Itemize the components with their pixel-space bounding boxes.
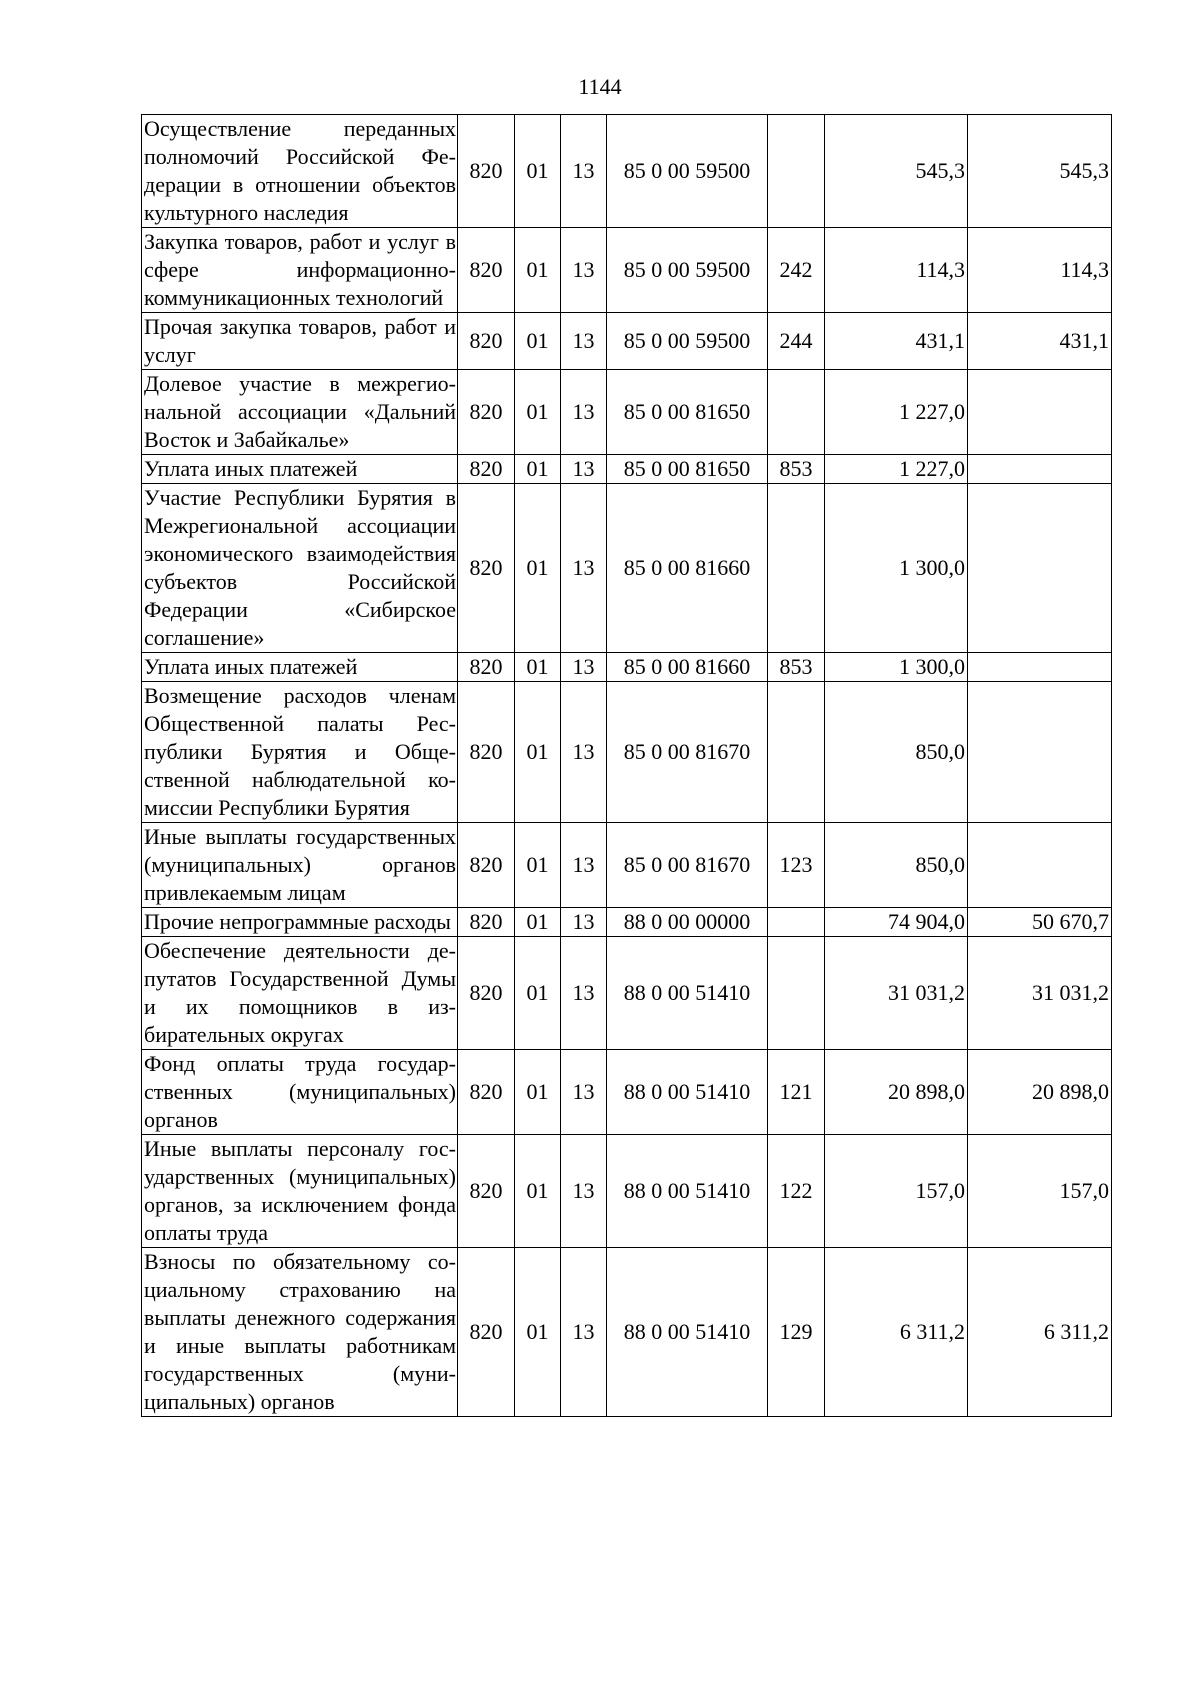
row-amount-1: 850,0 xyxy=(825,823,968,908)
row-grbs-code: 820 xyxy=(458,1050,515,1135)
row-amount-1: 74 904,0 xyxy=(825,908,968,937)
row-target-article-code: 85 0 00 81670 xyxy=(607,823,768,908)
row-expense-type-code: 853 xyxy=(768,455,825,484)
row-grbs-code: 820 xyxy=(458,908,515,937)
row-amount-2 xyxy=(968,823,1112,908)
row-amount-1: 1 300,0 xyxy=(825,484,968,653)
row-section-code: 01 xyxy=(515,682,561,823)
row-section-code: 01 xyxy=(515,455,561,484)
row-description: Иные выплаты государственных (муниципальных) органов привлекаемым лицам xyxy=(142,823,458,908)
row-amount-1: 545,3 xyxy=(825,115,968,228)
row-amount-2 xyxy=(968,484,1112,653)
row-amount-2: 157,0 xyxy=(968,1135,1112,1248)
row-subsection-code: 13 xyxy=(561,1050,607,1135)
row-subsection-code: 13 xyxy=(561,653,607,682)
row-amount-1: 20 898,0 xyxy=(825,1050,968,1135)
table-row xyxy=(142,653,1112,682)
row-expense-type-code xyxy=(768,908,825,937)
row-target-article-code: 85 0 00 81650 xyxy=(607,455,768,484)
row-section-code: 01 xyxy=(515,908,561,937)
row-grbs-code: 820 xyxy=(458,682,515,823)
row-grbs-code: 820 xyxy=(458,653,515,682)
row-section-code: 01 xyxy=(515,823,561,908)
row-description: Уплата иных платежей xyxy=(142,455,458,484)
table-row xyxy=(142,228,1112,313)
row-amount-1: 1 227,0 xyxy=(825,455,968,484)
row-subsection-code: 13 xyxy=(561,484,607,653)
row-expense-type-code: 853 xyxy=(768,653,825,682)
row-section-code: 01 xyxy=(515,370,561,455)
row-description: Закупка товаров, работ и услуг в сфере информационно-коммуникационных технологий xyxy=(142,228,458,313)
table-row xyxy=(142,682,1112,823)
row-section-code: 01 xyxy=(515,653,561,682)
row-description: Осуществление переданных полномочий Российской Федерации в отношении объектов культурного наследия xyxy=(142,115,458,228)
row-subsection-code: 13 xyxy=(561,370,607,455)
row-target-article-code: 88 0 00 00000 xyxy=(607,908,768,937)
row-section-code: 01 xyxy=(515,115,561,228)
row-amount-1: 157,0 xyxy=(825,1135,968,1248)
table-row xyxy=(142,370,1112,455)
row-amount-2: 50 670,7 xyxy=(968,908,1112,937)
row-expense-type-code xyxy=(768,484,825,653)
row-amount-2 xyxy=(968,653,1112,682)
row-expense-type-code: 123 xyxy=(768,823,825,908)
table-body xyxy=(142,115,1112,1417)
table-row xyxy=(142,115,1112,228)
row-grbs-code: 820 xyxy=(458,115,515,228)
row-subsection-code: 13 xyxy=(561,908,607,937)
row-target-article-code: 85 0 00 81660 xyxy=(607,484,768,653)
row-target-article-code: 85 0 00 81660 xyxy=(607,653,768,682)
row-amount-1: 31 031,2 xyxy=(825,937,968,1050)
row-subsection-code: 13 xyxy=(561,1248,607,1417)
table-row xyxy=(142,937,1112,1050)
table-row xyxy=(142,1050,1112,1135)
row-expense-type-code: 129 xyxy=(768,1248,825,1417)
row-amount-2: 20 898,0 xyxy=(968,1050,1112,1135)
row-subsection-code: 13 xyxy=(561,682,607,823)
row-grbs-code: 820 xyxy=(458,937,515,1050)
row-subsection-code: 13 xyxy=(561,228,607,313)
row-expense-type-code xyxy=(768,937,825,1050)
row-grbs-code: 820 xyxy=(458,313,515,370)
row-grbs-code: 820 xyxy=(458,228,515,313)
row-expense-type-code xyxy=(768,115,825,228)
row-subsection-code: 13 xyxy=(561,115,607,228)
row-section-code: 01 xyxy=(515,1050,561,1135)
row-amount-2 xyxy=(968,370,1112,455)
row-amount-1: 431,1 xyxy=(825,313,968,370)
table-row xyxy=(142,313,1112,370)
row-description: Участие Республики Бурятия в Межрегиональной ассоциации экономического взаимодействия субъектов Российской Федерации «Сибирское соглашение» xyxy=(142,484,458,653)
row-section-code: 01 xyxy=(515,1135,561,1248)
table-row xyxy=(142,484,1112,653)
row-target-article-code: 85 0 00 59500 xyxy=(607,313,768,370)
row-description: Прочая закупка товаров, работ и услуг xyxy=(142,313,458,370)
table-row xyxy=(142,1135,1112,1248)
row-amount-2: 545,3 xyxy=(968,115,1112,228)
row-amount-2: 6 311,2 xyxy=(968,1248,1112,1417)
row-amount-2 xyxy=(968,455,1112,484)
row-amount-1: 1 227,0 xyxy=(825,370,968,455)
row-description: Обеспечение деятельности депутатов Государственной Думы и их помощников в избирательных округах xyxy=(142,937,458,1050)
row-amount-1: 1 300,0 xyxy=(825,653,968,682)
row-section-code: 01 xyxy=(515,484,561,653)
row-expense-type-code xyxy=(768,370,825,455)
row-expense-type-code: 242 xyxy=(768,228,825,313)
row-subsection-code: 13 xyxy=(561,823,607,908)
row-amount-2 xyxy=(968,682,1112,823)
row-subsection-code: 13 xyxy=(561,1135,607,1248)
row-target-article-code: 88 0 00 51410 xyxy=(607,1248,768,1417)
page-number: 1144 xyxy=(578,74,622,99)
table-row xyxy=(142,823,1112,908)
budget-table xyxy=(141,114,1112,1417)
row-section-code: 01 xyxy=(515,228,561,313)
row-target-article-code: 85 0 00 59500 xyxy=(607,115,768,228)
row-grbs-code: 820 xyxy=(458,823,515,908)
row-description: Фонд оплаты труда государственных (муниципальных) органов xyxy=(142,1050,458,1135)
row-subsection-code: 13 xyxy=(561,455,607,484)
row-description: Прочие непрограммные расходы xyxy=(142,908,458,937)
row-expense-type-code: 122 xyxy=(768,1135,825,1248)
row-target-article-code: 88 0 00 51410 xyxy=(607,1050,768,1135)
row-target-article-code: 88 0 00 51410 xyxy=(607,1135,768,1248)
row-description: Возмещение расходов членам Общественной палаты Республики Бурятия и Общественной наблюдательной комиссии Республики Бурятия xyxy=(142,682,458,823)
row-expense-type-code xyxy=(768,682,825,823)
row-target-article-code: 85 0 00 81670 xyxy=(607,682,768,823)
row-grbs-code: 820 xyxy=(458,455,515,484)
row-amount-1: 6 311,2 xyxy=(825,1248,968,1417)
row-expense-type-code: 121 xyxy=(768,1050,825,1135)
row-expense-type-code: 244 xyxy=(768,313,825,370)
row-amount-2: 31 031,2 xyxy=(968,937,1112,1050)
row-section-code: 01 xyxy=(515,937,561,1050)
table-row xyxy=(142,455,1112,484)
row-subsection-code: 13 xyxy=(561,313,607,370)
row-amount-2: 431,1 xyxy=(968,313,1112,370)
table-row xyxy=(142,1248,1112,1417)
row-amount-2: 114,3 xyxy=(968,228,1112,313)
row-description: Взносы по обязательному социальному страхованию на выплаты денежного содержания и иные выплаты работникам государственных (муниципальных) органов xyxy=(142,1248,458,1417)
row-grbs-code: 820 xyxy=(458,484,515,653)
row-target-article-code: 85 0 00 81650 xyxy=(607,370,768,455)
row-grbs-code: 820 xyxy=(458,370,515,455)
row-grbs-code: 820 xyxy=(458,1135,515,1248)
row-target-article-code: 85 0 00 59500 xyxy=(607,228,768,313)
table-row xyxy=(142,908,1112,937)
row-target-article-code: 88 0 00 51410 xyxy=(607,937,768,1050)
row-amount-1: 114,3 xyxy=(825,228,968,313)
row-amount-1: 850,0 xyxy=(825,682,968,823)
row-subsection-code: 13 xyxy=(561,937,607,1050)
row-description: Долевое участие в межрегиональной ассоциации «Дальний Восток и Забайкалье» xyxy=(142,370,458,455)
row-description: Иные выплаты персоналу государственных (муниципальных) органов, за исключением фонда оплаты труда xyxy=(142,1135,458,1248)
row-description: Уплата иных платежей xyxy=(142,653,458,682)
row-grbs-code: 820 xyxy=(458,1248,515,1417)
row-section-code: 01 xyxy=(515,1248,561,1417)
row-section-code: 01 xyxy=(515,313,561,370)
